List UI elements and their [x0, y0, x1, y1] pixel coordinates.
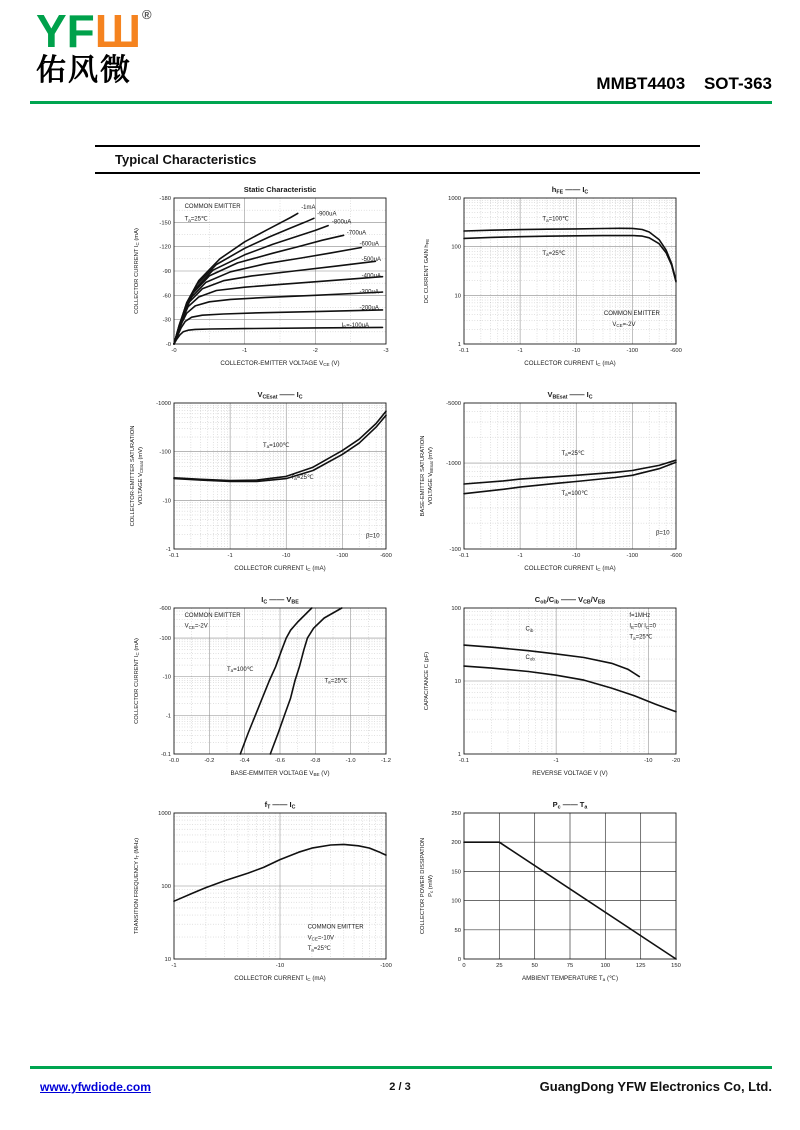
svg-text:-100: -100	[626, 553, 639, 559]
svg-text:-0.8: -0.8	[310, 758, 321, 764]
svg-text:-0.1: -0.1	[459, 553, 469, 559]
svg-text:-1.0: -1.0	[345, 758, 356, 764]
chart-canvas-vcesat-vs-ic	[128, 387, 413, 587]
svg-text:-150: -150	[159, 220, 171, 227]
svg-text:-800uA: -800uA	[331, 219, 352, 226]
svg-text:-0.2: -0.2	[204, 758, 215, 764]
svg-text:-0: -0	[165, 342, 171, 348]
svg-text:-100: -100	[159, 636, 171, 643]
svg-text:Ta=100℃: Ta=100℃	[263, 442, 290, 449]
svg-text:-100: -100	[449, 547, 461, 553]
svg-text:10: 10	[454, 679, 461, 685]
svg-text:-0.1: -0.1	[459, 758, 469, 764]
svg-text:Ta=100℃: Ta=100℃	[542, 216, 569, 223]
svg-text:VCE=-2V: VCE=-2V	[612, 321, 636, 328]
svg-text:COMMON EMITTER: COMMON EMITTER	[307, 924, 364, 931]
svg-text:Ta=25℃: Ta=25℃	[542, 250, 566, 258]
svg-text:-100: -100	[380, 963, 392, 969]
svg-text:Cob/Cib —— VCB/VEB: $C_{ob}/C_{ib}$ —— $V_{CB}/V_{EB}$	[534, 595, 606, 606]
svg-text:COLLECTOR CURRENT IC (mA): COLLECTOR CURRENT IC (mA)	[524, 565, 616, 573]
svg-text:-900uA: -900uA	[317, 211, 337, 218]
svg-text:Cib: Cib	[525, 626, 534, 633]
chart-canvas-static-characteristic	[128, 182, 413, 382]
svg-text:BASE-EMITTER SATURATION: BASE-EMITTER SATURATION	[420, 435, 426, 517]
svg-text:-600uA: -600uA	[359, 241, 379, 248]
svg-text:-1: -1	[517, 553, 523, 559]
svg-text:-1: -1	[165, 713, 171, 720]
svg-text:Ta=25℃: Ta=25℃	[629, 634, 653, 641]
svg-text:Ta=25℃: Ta=25℃	[184, 216, 208, 223]
svg-text:-1: -1	[553, 758, 559, 764]
document-title	[582, 74, 772, 94]
svg-text:-400uA: -400uA	[361, 273, 381, 280]
svg-text:β=10: β=10	[655, 530, 670, 537]
svg-text:Ta=25℃: Ta=25℃	[307, 946, 331, 953]
svg-text:-10: -10	[275, 963, 285, 969]
chart-pc-vs-ta	[418, 797, 703, 997]
svg-text:β=10: β=10	[365, 533, 380, 540]
svg-text:100: 100	[161, 884, 171, 890]
svg-text:25: 25	[496, 963, 503, 969]
svg-text:Ta=25℃: Ta=25℃	[324, 678, 348, 685]
svg-text:-3: -3	[383, 348, 389, 354]
header-divider	[30, 101, 772, 104]
svg-text:-0.0: -0.0	[169, 758, 179, 764]
svg-text:TRANSITION FREQUENCY fT (M: TRANSITION FREQUENCY fT (MHz)	[134, 837, 141, 935]
page-number: 2 / 3	[389, 1081, 411, 1093]
svg-text:-1: -1	[227, 553, 233, 559]
section-title: Typical Characteristics	[115, 152, 257, 167]
svg-text:200: 200	[451, 840, 461, 847]
yfw-logo	[36, 5, 152, 87]
svg-text:-600: -600	[380, 553, 392, 559]
chart-canvas-ic-vs-vbe	[128, 592, 413, 792]
svg-text:-0.1: -0.1	[169, 553, 179, 559]
svg-text:-10: -10	[162, 498, 171, 505]
svg-text:-1000: -1000	[156, 401, 171, 407]
svg-text:IC —— VBE: $I_C$ —— $V_{BE}$	[261, 595, 299, 606]
svg-text:-10: -10	[572, 348, 581, 354]
section-heading	[95, 145, 700, 174]
svg-text:-1.2: -1.2	[381, 758, 391, 764]
footer-divider	[30, 1066, 772, 1069]
svg-text:75: 75	[566, 963, 574, 969]
svg-text:250: 250	[451, 811, 461, 817]
svg-text:fT —— IC: $f_T$ —— $I_C$	[264, 800, 296, 811]
svg-text:-0.1: -0.1	[161, 752, 171, 758]
svg-text:-10: -10	[572, 553, 581, 559]
svg-text:-120: -120	[159, 244, 171, 251]
svg-text:150: 150	[671, 963, 681, 969]
svg-text:-10: -10	[162, 674, 171, 681]
svg-text:-600: -600	[159, 606, 171, 612]
svg-text:100: 100	[600, 963, 611, 969]
svg-text:-600: -600	[670, 348, 682, 354]
svg-text:VCE=-10V: VCE=-10V	[307, 935, 335, 942]
svg-text:-30: -30	[162, 317, 171, 324]
package-name: SOT-363	[703, 74, 772, 93]
svg-text:VOLTAGE VBEsat (mV): VOLTAGE VBEsat (mV)	[428, 447, 435, 505]
svg-text:100: 100	[451, 898, 461, 905]
svg-text:50: 50	[531, 963, 538, 969]
svg-text:1000: 1000	[158, 811, 171, 817]
svg-text:-200uA: -200uA	[359, 305, 379, 312]
svg-text:0: 0	[457, 957, 461, 963]
svg-text:-100: -100	[626, 348, 639, 354]
part-number: MMBT4403	[596, 74, 686, 93]
svg-text:VCEsat —— IC: $V_{CEsat}$ —— $I_C$	[257, 390, 303, 401]
svg-text:Pc (mW): Pc (mW)	[428, 875, 435, 897]
chart-vbesat-vs-ic	[418, 387, 703, 587]
chart-ft-vs-ic	[128, 797, 413, 997]
chart-canvas-capacitance-vs-voltage	[418, 592, 703, 792]
svg-text:-1: -1	[242, 348, 248, 354]
svg-text:f=1MHz: f=1MHz	[629, 612, 651, 619]
svg-text:COLLECTOR-EMITTER SATURATION: COLLECTOR-EMITTER SATURATION	[130, 425, 136, 527]
svg-text:COLLECTOR CURRENT IC (mA): COLLECTOR CURRENT IC (mA)	[134, 228, 141, 314]
svg-text:hFE —— IC: $h_{FE}$ —— $I_C$	[551, 185, 589, 196]
svg-text:-1: -1	[517, 348, 523, 354]
svg-text:VOLTAGE VCEsat (mV): VOLTAGE VCEsat (mV)	[138, 446, 145, 506]
chart-canvas-pc-vs-ta	[418, 797, 703, 997]
chart-capacitance-vs-voltage	[418, 592, 703, 792]
svg-text:-600: -600	[670, 553, 682, 559]
svg-text:125: 125	[635, 963, 646, 969]
svg-text:-90: -90	[162, 269, 171, 275]
svg-text:Ta=25℃: Ta=25℃	[561, 450, 585, 457]
svg-text:50: 50	[454, 927, 461, 934]
chart-vcesat-vs-ic	[128, 387, 413, 587]
charts-grid	[128, 182, 708, 1002]
svg-text:-500uA: -500uA	[361, 256, 381, 263]
chart-ic-vs-vbe	[128, 592, 413, 792]
svg-text:Static Characteristic: Static Characteristic	[243, 185, 317, 194]
svg-text:COLLECTOR POWER DISSIPATION: COLLECTOR POWER DISSIPATION	[420, 837, 426, 935]
svg-text:-0: -0	[171, 348, 177, 354]
svg-text:-180: -180	[159, 196, 171, 202]
company-name: GuangDong YFW Electronics Co, Ltd.	[539, 1079, 772, 1094]
svg-text:DC CURRENT GAIN hFE: DC CURRENT GAIN hFE	[424, 238, 431, 304]
svg-text:-0.4: -0.4	[239, 758, 250, 764]
svg-text:COLLECTOR CURRENT IC (mA): COLLECTOR CURRENT IC (mA)	[234, 975, 326, 983]
svg-text:Ta=25℃: Ta=25℃	[290, 474, 314, 482]
svg-text:Ta=100℃: Ta=100℃	[561, 491, 588, 498]
svg-text:100: 100	[451, 244, 461, 251]
logo-chinese-text: 佑风微	[36, 54, 132, 87]
logo-wordmark	[36, 5, 152, 57]
svg-text:-2: -2	[312, 348, 318, 354]
svg-text:COLLECTOR CURRENT IC (mA): COLLECTOR CURRENT IC (mA)	[134, 638, 141, 724]
chart-static-characteristic	[128, 182, 413, 382]
chart-canvas-ft-vs-ic	[128, 797, 413, 997]
svg-text:-100: -100	[336, 553, 349, 559]
svg-text:-10: -10	[644, 758, 653, 764]
svg-text:-1000: -1000	[446, 461, 461, 468]
svg-text:1000: 1000	[448, 196, 461, 202]
svg-text:IB=-100uA: IB=-100uA	[341, 323, 370, 330]
chart-canvas-vbesat-vs-ic	[418, 387, 703, 587]
svg-text:1: 1	[457, 342, 461, 348]
svg-text:Pc —— Ta: $P_c$ —— $T_a$	[552, 800, 588, 811]
svg-text:-20: -20	[671, 758, 681, 764]
svg-text:-100: -100	[159, 449, 171, 456]
svg-text:AMBIENT TEMPERATURE Ta (℃): AMBIENT TEMPERATURE Ta (℃)	[521, 975, 619, 983]
svg-text:COMMON EMITTER: COMMON EMITTER	[603, 310, 660, 317]
svg-text:CAPACITANCE C (pF): CAPACITANCE C (pF)	[424, 651, 430, 711]
svg-text:COLLECTOR-EMITTER VOLTAGE VC: COLLECTOR-EMITTER VOLTAGE VCE (V)	[220, 360, 340, 368]
chart-canvas-hfe-vs-ic	[418, 182, 703, 382]
svg-text:0: 0	[462, 963, 466, 969]
website-link[interactable]: www.yfwdiode.com	[40, 1080, 151, 1094]
svg-text:-1mA: -1mA	[301, 204, 316, 211]
svg-text:-300uA: -300uA	[359, 289, 379, 296]
svg-text:COLLECTOR CURRENT IC (mA): COLLECTOR CURRENT IC (mA)	[234, 565, 326, 573]
svg-text:COLLECTOR CURRENT IC (mA): COLLECTOR CURRENT IC (mA)	[524, 360, 616, 368]
svg-text:-1: -1	[171, 963, 177, 969]
svg-text:Ta=100℃: Ta=100℃	[227, 666, 254, 673]
svg-text:10: 10	[454, 293, 461, 300]
svg-text:10: 10	[164, 957, 171, 963]
logo-yf-text: YF	[36, 5, 95, 57]
svg-text:BASE-EMMITER VOLTAGE VBE (: BASE-EMMITER VOLTAGE VBE (V)	[230, 770, 330, 778]
svg-text:COMMON EMITTER: COMMON EMITTER	[184, 612, 241, 619]
svg-text:150: 150	[451, 869, 461, 876]
svg-text:VCE=-2V: VCE=-2V	[184, 623, 208, 630]
svg-text:IE=0/ IC=0: IE=0/ IC=0	[629, 623, 657, 630]
svg-text:-700uA: -700uA	[346, 230, 367, 237]
svg-text:1: 1	[457, 752, 461, 758]
svg-text:-60: -60	[162, 293, 171, 300]
registered-mark-icon: ®	[142, 7, 152, 22]
svg-text:Cob: Cob	[525, 655, 535, 662]
chart-hfe-vs-ic	[418, 182, 703, 382]
logo-w-glyph: Ш	[94, 5, 142, 57]
svg-text:COMMON EMITTER: COMMON EMITTER	[184, 204, 241, 211]
svg-text:-10: -10	[282, 553, 291, 559]
svg-text:REVERSE VOLTAGE V (V): REVERSE VOLTAGE V (V)	[532, 770, 608, 777]
svg-text:100: 100	[451, 606, 461, 612]
svg-text:-5000: -5000	[446, 401, 461, 407]
svg-text:-1: -1	[165, 547, 171, 553]
svg-text:-0.6: -0.6	[275, 758, 285, 764]
svg-text:-0.1: -0.1	[459, 348, 469, 354]
svg-text:VBEsat —— IC: $V_{BEsat}$ —— $I_C$	[547, 390, 593, 401]
